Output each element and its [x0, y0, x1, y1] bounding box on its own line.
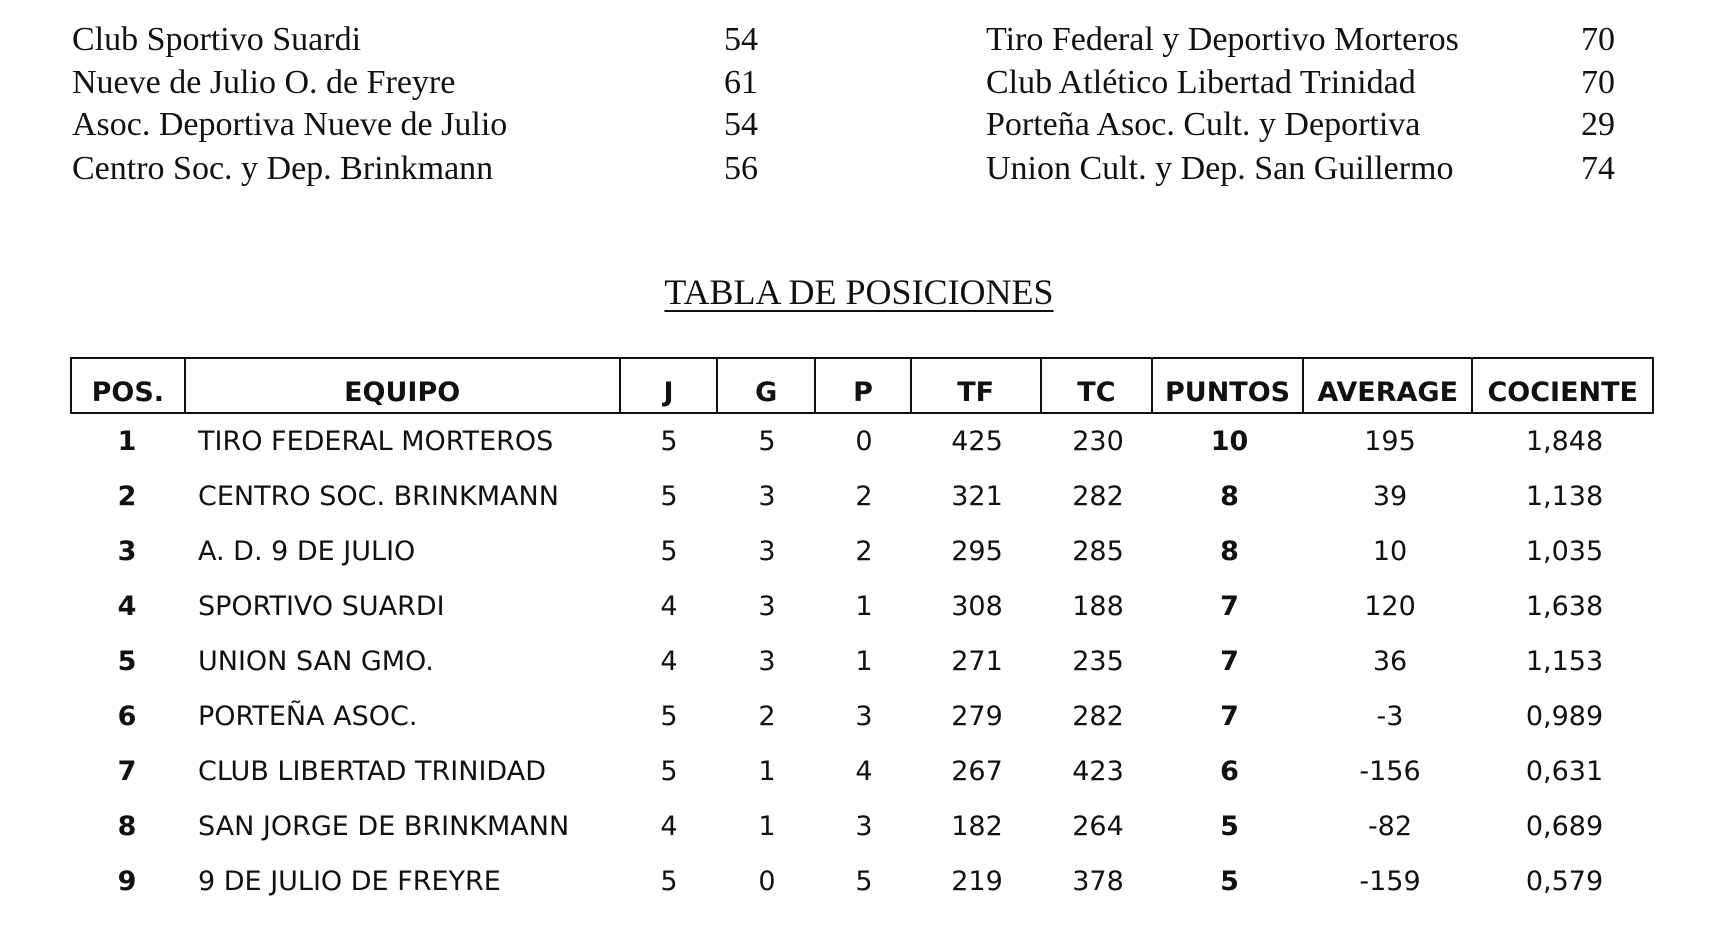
table-row: [70, 469, 1654, 524]
cell-cociente: 1,035: [1525, 536, 1604, 567]
cell-tf: 321: [951, 481, 1003, 512]
table-row: [70, 799, 1654, 854]
cell-tf: 425: [951, 426, 1003, 457]
result-team: Club Atlético Libertad Trinidad: [986, 64, 1416, 101]
cell-pos: 1: [117, 426, 137, 457]
cell-pos: 3: [117, 536, 137, 567]
result-score: 70: [1581, 21, 1615, 58]
cell-g: 0: [758, 866, 776, 897]
table-row: [70, 689, 1654, 744]
cell-pos: 8: [117, 811, 137, 842]
cell-g: 1: [758, 756, 776, 787]
cell-tc: 188: [1072, 591, 1124, 622]
result-score: 29: [1581, 106, 1615, 143]
cell-points: 8: [1220, 481, 1239, 512]
cell-p: 2: [855, 536, 873, 567]
cell-p: 0: [855, 426, 873, 457]
cell-tc: 230: [1072, 426, 1124, 457]
cell-p: 5: [855, 866, 873, 897]
table-row: [70, 524, 1654, 579]
cell-j: 4: [660, 811, 678, 842]
cell-average: 10: [1372, 536, 1408, 567]
cell-tc: 264: [1072, 811, 1124, 842]
cell-j: 5: [660, 866, 678, 897]
cell-j: 4: [660, 646, 678, 677]
cell-j: 5: [660, 701, 678, 732]
standings-table: [70, 357, 1654, 909]
table-body: [70, 414, 1654, 909]
cell-pos: 2: [117, 481, 137, 512]
cell-tc: 285: [1072, 536, 1124, 567]
cell-cociente: 0,689: [1525, 811, 1604, 842]
cell-tf: 219: [951, 866, 1003, 897]
cell-cociente: 1,848: [1525, 426, 1604, 457]
table-row: [70, 854, 1654, 909]
cell-g: 3: [758, 481, 776, 512]
cell-j: 4: [660, 591, 678, 622]
cell-points: 6: [1220, 756, 1239, 787]
cell-cociente: 1,153: [1525, 646, 1604, 677]
cell-tf: 267: [951, 756, 1003, 787]
cell-average: -156: [1359, 756, 1421, 787]
cell-j: 5: [660, 756, 678, 787]
cell-tc: 423: [1072, 756, 1124, 787]
header-tf: TF: [912, 359, 1042, 412]
cell-pos: 9: [117, 866, 137, 897]
result-score: 54: [724, 106, 758, 143]
result-team: Tiro Federal y Deportivo Morteros: [986, 21, 1459, 58]
table-row: [70, 744, 1654, 799]
cell-tc: 282: [1072, 701, 1124, 732]
cell-p: 1: [855, 591, 873, 622]
cell-p: 4: [855, 756, 873, 787]
cell-points: 5: [1220, 866, 1239, 897]
result-team: Asoc. Deportiva Nueve de Julio: [72, 106, 508, 143]
result-score: 70: [1581, 64, 1615, 101]
cell-points: 7: [1220, 701, 1239, 732]
cell-p: 1: [855, 646, 873, 677]
table-header: [70, 357, 1654, 414]
cell-tf: 308: [951, 591, 1003, 622]
cell-tf: 295: [951, 536, 1003, 567]
result-score: 54: [724, 21, 758, 58]
header-g: G: [718, 359, 816, 412]
cell-team: PORTEÑA ASOC.: [198, 701, 418, 732]
cell-team: SPORTIVO SUARDI: [198, 591, 445, 622]
cell-team: A. D. 9 DE JULIO: [198, 536, 416, 567]
cell-g: 5: [758, 426, 776, 457]
table-row: [70, 634, 1654, 689]
cell-cociente: 0,631: [1525, 756, 1604, 787]
cell-tc: 282: [1072, 481, 1124, 512]
cell-pos: 7: [117, 756, 137, 787]
cell-cociente: 0,989: [1525, 701, 1604, 732]
cell-cociente: 0,579: [1525, 866, 1604, 897]
cell-p: 2: [855, 481, 873, 512]
cell-tc: 378: [1072, 866, 1124, 897]
cell-points: 10: [1210, 426, 1249, 457]
cell-average: 39: [1372, 481, 1408, 512]
header-team: EQUIPO: [186, 359, 621, 412]
result-team: Union Cult. y Dep. San Guillermo: [986, 150, 1454, 187]
cell-p: 3: [855, 701, 873, 732]
cell-j: 5: [660, 426, 678, 457]
standings-title-wrap: [0, 270, 1718, 314]
match-results: [0, 18, 1718, 198]
cell-points: 8: [1220, 536, 1239, 567]
cell-cociente: 1,138: [1525, 481, 1604, 512]
cell-points: 7: [1220, 591, 1239, 622]
cell-average: 36: [1372, 646, 1408, 677]
cell-team: CENTRO SOC. BRINKMANN: [198, 481, 559, 512]
cell-average: -159: [1359, 866, 1421, 897]
cell-pos: 5: [117, 646, 137, 677]
result-score: 56: [724, 150, 758, 187]
cell-tf: 279: [951, 701, 1003, 732]
cell-j: 5: [660, 536, 678, 567]
header-pos: POS.: [72, 359, 186, 412]
cell-g: 3: [758, 591, 776, 622]
cell-pos: 4: [117, 591, 137, 622]
cell-team: UNION SAN GMO.: [198, 646, 434, 677]
result-team: Porteña Asoc. Cult. y Deportiva: [986, 106, 1421, 143]
cell-team: SAN JORGE DE BRINKMANN: [198, 811, 570, 842]
cell-team: 9 DE JULIO DE FREYRE: [198, 866, 501, 897]
table-row: [70, 414, 1654, 469]
cell-average: 120: [1364, 591, 1416, 622]
cell-average: -82: [1367, 811, 1413, 842]
table-row: [70, 579, 1654, 634]
cell-tc: 235: [1072, 646, 1124, 677]
cell-tf: 182: [951, 811, 1003, 842]
cell-points: 7: [1220, 646, 1239, 677]
cell-points: 5: [1220, 811, 1239, 842]
cell-g: 1: [758, 811, 776, 842]
header-cociente: COCIENTE: [1487, 377, 1638, 408]
result-score: 74: [1581, 150, 1615, 187]
cell-g: 3: [758, 536, 776, 567]
result-score: 61: [724, 64, 758, 101]
cell-tf: 271: [951, 646, 1003, 677]
result-team: Nueve de Julio O. de Freyre: [72, 64, 456, 101]
header-points: PUNTOS: [1153, 359, 1304, 412]
cell-g: 2: [758, 701, 776, 732]
cell-pos: 6: [117, 701, 137, 732]
cell-average: 195: [1364, 426, 1416, 457]
header-tc: TC: [1042, 359, 1154, 412]
cell-g: 3: [758, 646, 776, 677]
header-average: AVERAGE: [1304, 359, 1474, 412]
cell-team: TIRO FEDERAL MORTEROS: [198, 426, 554, 457]
cell-j: 5: [660, 481, 678, 512]
cell-average: -3: [1376, 701, 1404, 732]
header-p: P: [816, 359, 912, 412]
standings-title: TABLA DE POSICIONES: [664, 272, 1054, 312]
cell-cociente: 1,638: [1525, 591, 1604, 622]
cell-team: CLUB LIBERTAD TRINIDAD: [198, 756, 546, 787]
header-j: J: [621, 359, 719, 412]
result-team: Club Sportivo Suardi: [72, 21, 362, 58]
cell-p: 3: [855, 811, 873, 842]
result-team: Centro Soc. y Dep. Brinkmann: [72, 150, 494, 187]
